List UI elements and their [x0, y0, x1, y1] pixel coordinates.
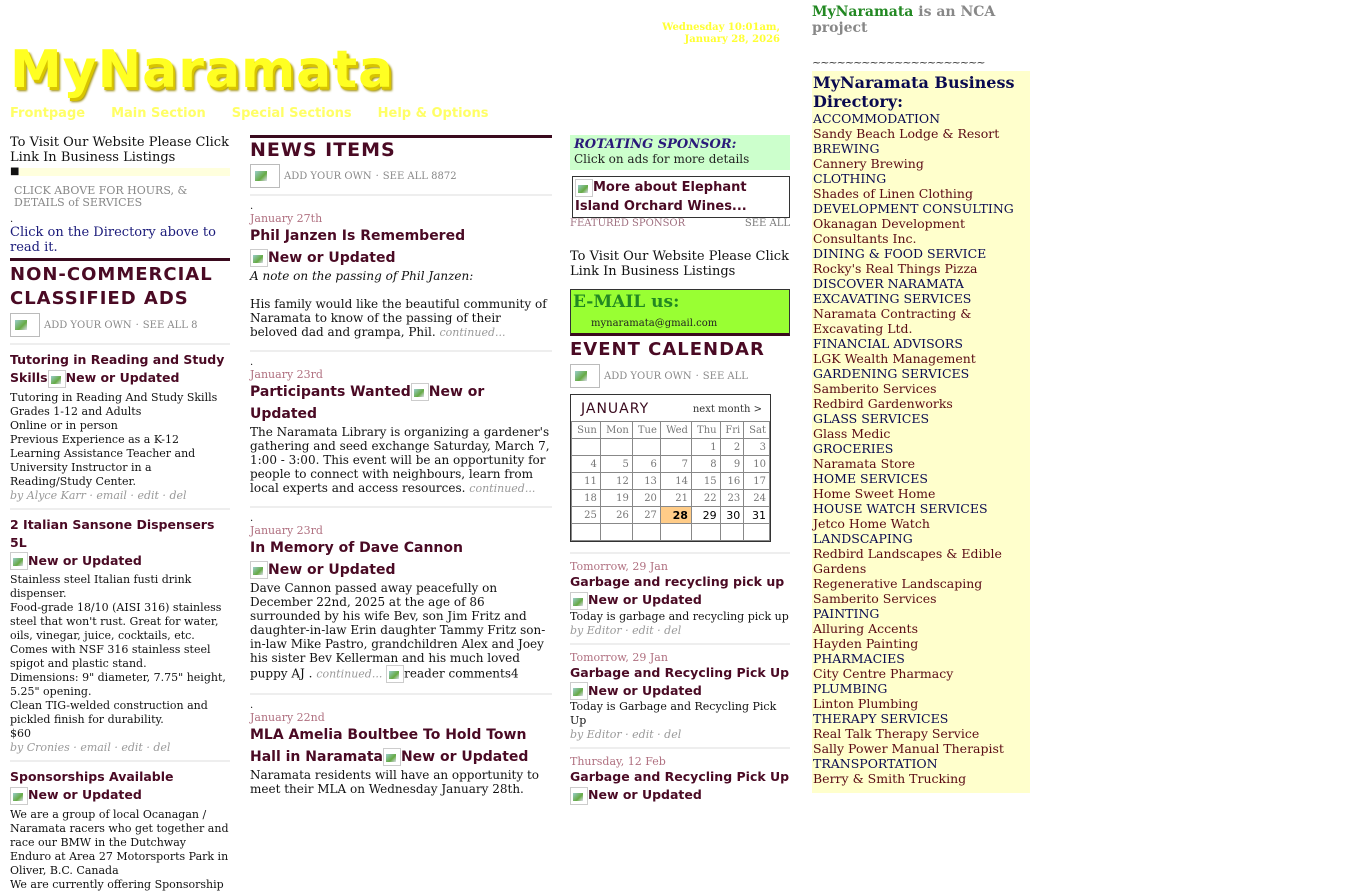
new-updated-icon — [10, 552, 28, 570]
see-all-link[interactable]: SEE ALL — [702, 370, 748, 382]
calendar-day[interactable]: 5 — [600, 456, 632, 473]
new-updated-icon — [48, 370, 66, 388]
calendar-day — [572, 524, 601, 541]
directory-category[interactable]: HOUSE WATCH SERVICES — [813, 501, 988, 516]
event-title[interactable]: Garbage and Recycling Pick Up — [570, 664, 790, 680]
news-date: January 23rd — [250, 368, 323, 381]
directory-category[interactable]: THERAPY SERVICES — [813, 711, 949, 726]
directory-category[interactable]: TRANSPORTATION — [813, 756, 938, 771]
directory-business-link[interactable]: Shades of Linen Clothing — [813, 186, 973, 201]
directory-column — [812, 0, 1030, 793]
comments-icon — [386, 665, 404, 683]
calendar-day[interactable]: 10 — [744, 456, 770, 473]
calendar-day[interactable]: 26 — [600, 507, 632, 524]
directory-business-link[interactable]: Naramata Store — [813, 456, 916, 471]
directory-business-link[interactable]: Home Sweet Home — [813, 486, 936, 501]
new-updated-icon — [570, 592, 588, 610]
calendar-day[interactable]: 25 — [572, 507, 601, 524]
classified-title[interactable]: 2 Italian Sansone Dispensers 5L — [10, 516, 215, 550]
calendar-day — [720, 524, 744, 541]
news-date: January 22nd — [250, 711, 325, 724]
calendar-day[interactable]: 15 — [691, 473, 720, 490]
new-updated-icon — [250, 561, 268, 579]
add-icon[interactable] — [570, 364, 600, 388]
calendar-day[interactable]: 4 — [572, 456, 601, 473]
calendar-day[interactable]: 1 — [691, 439, 720, 456]
classified-item: 2 Italian Sansone Dispensers 5L New or Updated Stainless steel Italian fusti drink dispenser. Food-grade 18/10 (AISI 316) stainless steel that won't rust. Great for water, oils, vinegar, juice, cocktails, etc. Comes with NSF 316 stainless steel spigot and plastic stand. Dimensions: 9" diameter, 7.75" height, 5.25" opening. Clean TIG-welded construction and pickled finish for durability. $60 by Cronies · email · edit · del — [10, 508, 230, 755]
calendar-day[interactable]: 27 — [632, 507, 660, 524]
directory-business-link[interactable]: Linton Plumbing — [813, 696, 919, 711]
business-directory — [812, 71, 1030, 793]
directory-business-link[interactable]: Berry & Smith Trucking — [813, 771, 967, 786]
classified-body: Tutoring in Reading And Study Skills Grades 1-12 and Adults Online or in person Previous Experience as a K-12 Learning Assistance Teacher and University Instructor in a Reading/Study Center. — [10, 390, 218, 488]
featured-sponsor-label: FEATURED SPONSOR — [570, 218, 686, 229]
edit-link[interactable]: edit — [137, 488, 159, 502]
calendar-day — [660, 524, 691, 541]
visit-website-note: To Visit Our Website Please Click Link In Business Listings — [10, 135, 229, 165]
email-box: E-MAIL us: mynaramata@gmail.com — [570, 289, 790, 336]
email-link[interactable]: email — [80, 741, 111, 754]
event-item: Tomorrow, 29 Jan Garbage and recycling pick up New or Updated Today is garbage and recycling pick up by Editor · edit · del — [570, 552, 790, 637]
nca-note: MyNaramata is an NCA project — [812, 4, 996, 36]
news-title-link[interactable]: Participants Wanted — [250, 384, 411, 400]
calendar-day — [632, 524, 660, 541]
directory-category[interactable]: FINANCIAL ADVISORS — [813, 336, 963, 351]
calendar-day[interactable]: 19 — [600, 490, 632, 507]
new-updated-icon — [383, 748, 401, 766]
add-own-link[interactable]: ADD YOUR OWN — [44, 319, 132, 331]
nav-frontpage[interactable]: Frontpage — [10, 106, 86, 121]
event-item: Thursday, 12 Feb Garbage and Recycling Pick Up New or Updated — [570, 747, 790, 805]
new-updated-icon — [570, 787, 588, 805]
news-item: . January 27th Phil Janzen Is Remembered New or Updated A note on the passing of Phil Janzen: His family would like the beautiful community of Naramata to know of the passing of their beloved dad and grampa, Phil. continued... — [250, 194, 552, 340]
calendar-day[interactable]: 7 — [660, 456, 691, 473]
directory-business-link[interactable]: Cannery Brewing — [813, 156, 924, 171]
calendar-day[interactable]: 9 — [720, 456, 744, 473]
directory-category[interactable]: GLASS SERVICES — [813, 411, 930, 426]
news-title-link[interactable]: In Memory of Dave Cannon — [250, 540, 463, 556]
directory-category[interactable]: GARDENING SERVICES — [813, 366, 970, 381]
calendar-grid: Sun Mon Tue Wed Thu Fri Sat 1 2 3 4 5 6 7 8 9 10 11 12 13 14 15 16 17 18 19 20 21 22 23 24 25 26 27 28 29 30 31 — [571, 421, 770, 541]
classifieds-column: To Visit Our Website Please Click Link In Business Listings ■ CLICK ABOVE FOR HOURS, & DETAILS of SERVICES . Click on the Directory above to read it. NON-COMMERCIAL CLASSIFIED ADS ADD YOUR OWN · SEE ALL 8 Tutoring in Reading and Study Skills New or Updated Tutoring in Reading And Study Skills Grades 1-12 and Adults Online or in person Previous Experience as a K-12 Learning Assistance Teacher and University Instructor in a Reading/Study Center. by Alyce Karr · email · edit · del 2 Italian Sansone Dispensers 5L New or Updated Stainless steel Italian fusti drink dispenser. Food-grade 18/10 (AISI 316) stainless steel that won't rust. Great for water, oils, vinegar, juice, cocktails, etc. Comes with NSF 316 stainless steel spigot and plastic stand. Dimensions: 9" diameter, 7.75" height, 5.25" opening. Clean TIG-welded construction and pickled finish for durability. $60 by Cronies · email · edit · del Sponsorships Available New or Updated We are a group of local Ocanagan / Naramata racers who get together and race our BMW in the Dutchway Enduro at Area 27 Motorsports Park in Oliver, B.C. Canada We are currently offering Sponsorship — [10, 135, 229, 891]
see-all-link[interactable]: SEE ALL 8872 — [382, 170, 457, 182]
visit-website-note: To Visit Our Website Please Click Link In Business Listings — [570, 249, 789, 279]
classified-body: We are a group of local Ocanagan / Naramata racers who get together and race our BMW in the Dutchway Enduro at Area 27 Motorsports Park in Oliver, B.C. Canada We are currently offering Sponsorship — [10, 807, 229, 891]
add-icon[interactable] — [10, 313, 40, 337]
del-link[interactable]: del — [664, 623, 682, 637]
directory-business-link[interactable]: Sandy Beach Lodge & Resort — [813, 126, 1000, 141]
directory-business-link[interactable]: Redbird Landscapes & Edible Gardens — [813, 546, 1002, 576]
calendar-day[interactable]: 21 — [660, 490, 691, 507]
calendar-title: EVENT CALENDAR — [570, 339, 765, 360]
calendar-day[interactable]: 31 — [744, 507, 770, 524]
directory-business-link[interactable]: Jetco Home Watch — [813, 516, 930, 531]
new-updated-icon — [250, 249, 268, 267]
calendar-day[interactable]: 30 — [720, 507, 744, 524]
directory-business-link[interactable]: LGK Wealth Management — [813, 351, 976, 366]
directory-category[interactable]: CLOTHING — [813, 171, 887, 186]
add-icon[interactable] — [250, 164, 280, 188]
directory-list — [813, 111, 1024, 786]
sponsor-see-all[interactable]: SEE ALL — [744, 218, 790, 229]
email-link[interactable]: email — [96, 488, 127, 502]
news-item: . January 22nd MLA Amelia Boultbee To Hold Town Hall in Naramata New or Updated Naramata residents will have an opportunity to meet their MLA on Wednesday January 28th. — [250, 693, 552, 796]
add-own-link[interactable]: ADD YOUR OWN — [604, 370, 692, 382]
rotating-sponsor: ROTATING SPONSOR: Click on ads for more details — [570, 135, 790, 170]
new-updated-icon — [570, 682, 588, 700]
add-own-link[interactable]: ADD YOUR OWN — [284, 170, 372, 182]
directory-business-link[interactable]: Real Talk Therapy Service — [813, 726, 980, 741]
news-title-link[interactable]: Phil Janzen Is Remembered — [250, 228, 466, 244]
classifieds-title: NON-COMMERCIAL CLASSIFIED ADS — [10, 264, 213, 309]
masthead — [10, 38, 394, 102]
continued-link[interactable]: continued... — [316, 667, 383, 681]
new-updated-icon — [411, 383, 429, 401]
directory-category[interactable]: DEVELOPMENT CONSULTING — [813, 201, 1014, 216]
directory-business-link[interactable]: Redbird Gardenworks — [813, 396, 953, 411]
directory-category[interactable]: PAINTING — [813, 606, 880, 621]
calendar-day[interactable]: 18 — [572, 490, 601, 507]
directory-business-link[interactable]: Hayden Painting — [813, 636, 919, 651]
del-link[interactable]: del — [664, 728, 682, 741]
calendar-day — [572, 439, 601, 456]
news-date: January 27th — [250, 212, 323, 225]
classified-byline: by Alyce Karr · email · edit · del — [10, 488, 187, 502]
directory-category[interactable]: DISCOVER NARAMATA — [813, 276, 964, 291]
directory-business-link[interactable]: Sally Power Manual Therapist — [813, 741, 1004, 756]
classifieds-actions: ADD YOUR OWN · SEE ALL 8 — [10, 313, 230, 337]
directory-category[interactable]: EXCAVATING SERVICES — [813, 291, 972, 306]
directory-note[interactable]: Click on the Directory above to read it. — [10, 225, 216, 255]
news-item: . January 23rd In Memory of Dave Cannon New or Updated Dave Cannon passed away peacefully on December 22nd, 2025 at the age of 86 surrounded by his wife Bev, son Jim Fritz and daughter-in-law Erin daughter Tammy Fritz son-in-law Mike Pastro, grandchildren Alex and Joey his sister Bev Kellerman and his much loved puppy AJ . continued... reader comments4 — [250, 506, 552, 683]
calendar-day[interactable]: 14 — [660, 473, 691, 490]
calendar-day[interactable]: 22 — [691, 490, 720, 507]
calendar-day[interactable]: 6 — [632, 456, 660, 473]
news-actions: ADD YOUR OWN · SEE ALL 8872 — [250, 164, 552, 188]
calendar-actions: ADD YOUR OWN · SEE ALL — [570, 364, 790, 388]
edit-link[interactable]: edit — [632, 728, 654, 741]
classified-title[interactable]: Tutoring in Reading and Study Skills — [10, 352, 225, 385]
calendar-day[interactable]: 23 — [720, 490, 744, 507]
nav-main-section[interactable]: Main Section — [111, 106, 206, 121]
click-above-note[interactable]: CLICK ABOVE FOR HOURS, & DETAILS of SERVICES — [14, 184, 188, 209]
edit-link[interactable]: edit — [632, 623, 654, 637]
news-title: NEWS ITEMS — [250, 139, 396, 161]
calendar-day[interactable]: 13 — [632, 473, 660, 490]
ad-image-icon — [575, 179, 593, 197]
continued-link[interactable]: continued... — [469, 482, 536, 495]
calendar-day[interactable]: 20 — [632, 490, 660, 507]
directory-category[interactable]: ACCOMMODATION — [813, 111, 941, 126]
directory-title: MyNaramata Business Directory: — [813, 73, 1015, 111]
nav-help-options[interactable]: Help & Options — [377, 106, 489, 121]
next-month-link[interactable]: next month > — [692, 403, 762, 415]
directory-business-link[interactable]: Samberito Services — [813, 381, 937, 396]
calendar-day[interactable]: 16 — [720, 473, 744, 490]
calendar-day[interactable]: 12 — [600, 473, 632, 490]
news-date: January 23rd — [250, 524, 323, 537]
calendar-day — [660, 439, 691, 456]
calendar-day[interactable]: 29 — [691, 507, 720, 524]
directory-category[interactable]: BREWING — [813, 141, 880, 156]
news-item: . January 23rd Participants Wanted New or Updated The Naramata Library is organizing a gardener's gathering and seed exchange Saturday, March 7, 1:00 - 3:00. This event will be an opportunity for people to connect with neighbours, learn from local experts and access resources. continued... — [250, 350, 552, 496]
directory-category[interactable]: DINING & FOOD SERVICE — [813, 246, 987, 261]
classified-title[interactable]: Sponsorships Available — [10, 769, 174, 784]
calendar-day[interactable]: 3 — [744, 439, 770, 456]
continued-link[interactable]: continued... — [439, 326, 506, 339]
classified-byline: by Cronies · email · edit · del — [10, 741, 171, 754]
del-link[interactable]: del — [169, 488, 187, 502]
calendar-day — [600, 439, 632, 456]
divider: ~~~~~~~~~~~~~~~~~~~~~ — [812, 56, 985, 69]
calendar-day — [691, 524, 720, 541]
directory-category[interactable]: HOME SERVICES — [813, 471, 928, 486]
calendar-day[interactable]: 17 — [744, 473, 770, 490]
edit-link[interactable]: edit — [121, 741, 143, 754]
directory-business-link[interactable]: Naramata Contracting & Excavating Ltd. — [813, 306, 972, 336]
calendar-day — [632, 439, 660, 456]
calendar-day — [744, 524, 770, 541]
event-item: Tomorrow, 29 Jan Garbage and Recycling Pick Up New or Updated Today is Garbage and Recycling Pick Up by Editor · edit · del — [570, 643, 790, 742]
date-display: Wednesday 10:01am, January 28, 2026 — [662, 22, 780, 45]
nav-special-sections[interactable]: Special Sections — [231, 106, 352, 121]
site-logo[interactable]: MyNaramata — [10, 40, 395, 100]
reader-comments-link[interactable]: reader comments4 — [404, 666, 519, 681]
sponsor-events-column — [570, 135, 790, 805]
directory-business-link[interactable]: Okanagan Development Consultants Inc. — [813, 216, 965, 246]
calendar-day[interactable]: 28 — [660, 507, 691, 524]
main-nav — [10, 106, 488, 121]
del-link[interactable]: del — [153, 741, 171, 754]
calendar-day[interactable]: 11 — [572, 473, 601, 490]
directory-business-link[interactable]: City Centre Pharmacy — [813, 666, 954, 681]
classified-item: Sponsorships Available New or Updated We are a group of local Ocanagan / Naramata racers who get together and race our BMW in the Dutchway Enduro at Area 27 Motorsports Park in Oliver, B.C. Canada We are currently offering Sponsorship — [10, 760, 230, 892]
event-title[interactable]: Garbage and Recycling Pick Up — [570, 769, 790, 784]
email-link[interactable]: mynaramata@gmail.com — [591, 318, 718, 329]
classified-item: Tutoring in Reading and Study Skills New or Updated Tutoring in Reading And Study Skills Grades 1-12 and Adults Online or in person Previous Experience as a K-12 Learning Assistance Teacher and University Instructor in a Reading/Study Center. by Alyce Karr · email · edit · del — [10, 343, 230, 502]
directory-category[interactable]: PHARMACIES — [813, 651, 905, 666]
calendar-day[interactable]: 2 — [720, 439, 744, 456]
directory-category[interactable]: GROCERIES — [813, 441, 894, 456]
see-all-link[interactable]: SEE ALL 8 — [142, 319, 198, 331]
sponsor-ad[interactable]: More about Elephant Island Orchard Wines... — [572, 176, 790, 218]
directory-business-link[interactable]: Glass Medic — [813, 426, 891, 441]
news-column — [250, 135, 552, 796]
calendar-month: JANUARY — [581, 401, 650, 417]
directory-category[interactable]: LANDSCAPING — [813, 531, 913, 546]
event-calendar — [570, 394, 771, 542]
directory-business-link[interactable]: Alluring Accents — [813, 621, 918, 636]
event-title[interactable]: Garbage and recycling pick up — [570, 574, 785, 589]
calendar-day[interactable]: 8 — [691, 456, 720, 473]
calendar-day[interactable]: 24 — [744, 490, 770, 507]
new-updated-icon — [10, 787, 28, 805]
directory-business-link[interactable]: Regenerative Landscaping — [813, 576, 983, 591]
calendar-day — [600, 524, 632, 541]
directory-banner: ■ — [10, 167, 230, 177]
directory-category[interactable]: PLUMBING — [813, 681, 888, 696]
directory-business-link[interactable]: Rocky's Real Things Pizza — [813, 261, 978, 276]
news-title-link[interactable]: MLA Amelia Boultbee To Hold Town Hall in Naramata — [250, 727, 527, 765]
directory-business-link[interactable]: Samberito Services — [813, 591, 937, 606]
classified-body: Stainless steel Italian fusti drink dispenser. Food-grade 18/10 (AISI 316) stainless steel that won't rust. Great for water, oils, vinegar, juice, cocktails, etc. Comes with NSF 316 stainless steel spigot and plastic stand. Dimensions: 9" diameter, 7.75" height, 5.25" opening. Clean TIG-welded construction and pickled finish for durability. $60 — [10, 573, 226, 740]
